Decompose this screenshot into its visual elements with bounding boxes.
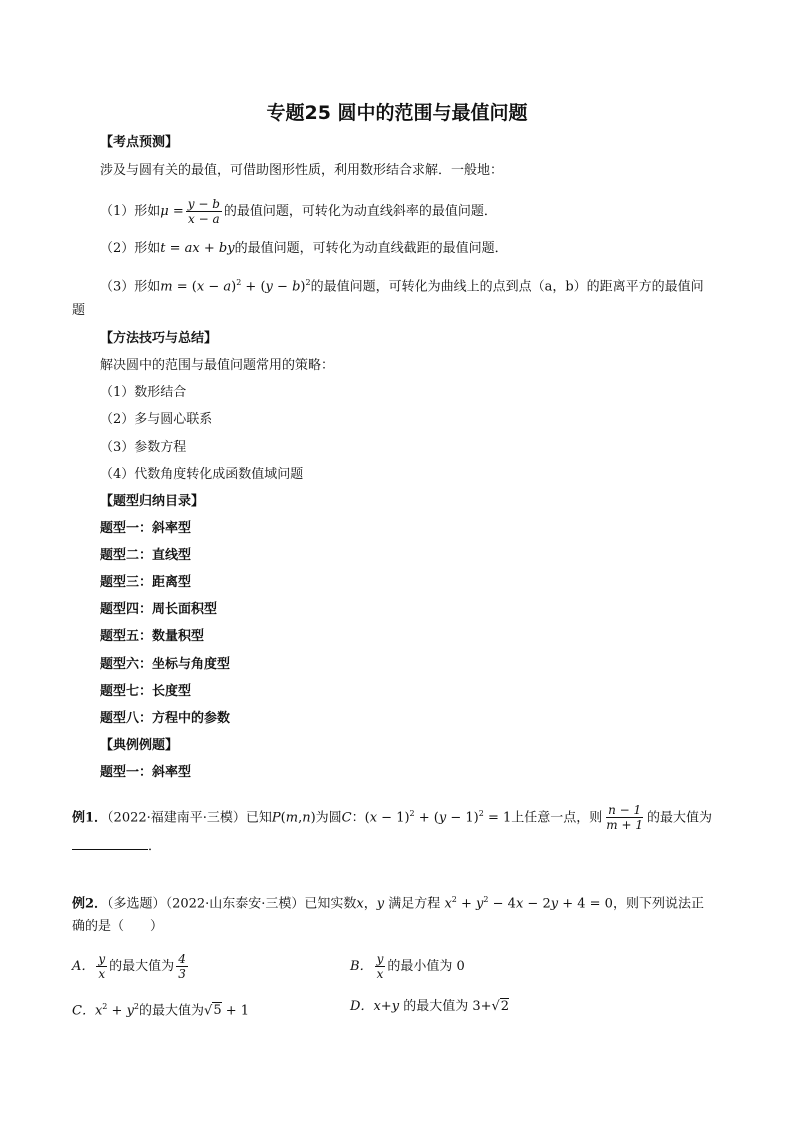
- mulu-item-3: 题型三：距离型: [100, 575, 192, 590]
- section-heading-dianli: 【典例例题】: [100, 738, 179, 753]
- example-1: 例1．（2022·福建南平·三模）已知P(m,n)为圆C：$(x - 1)^2 + (y - 1)^2 = 1$上任意一点，则 $\frac{n - 1}{m + 1}$ 的最大值为: [72, 803, 712, 833]
- question-type-1: 题型一：斜率型: [100, 765, 192, 780]
- mulu-item-6: 题型六：坐标与角度型: [100, 657, 231, 672]
- kaodian-intro: 涉及与圆有关的最值，可借助图形性质，利用数形结合求解．一般地：: [100, 163, 504, 178]
- fangfa-item-4: （4）代数角度转化成函数值域问题: [100, 467, 304, 482]
- section-heading-mulu: 【题型归纳目录】: [100, 494, 205, 509]
- example-1-answer-blank[interactable]: ．: [72, 838, 161, 856]
- kaodian-item-3-cont: 题: [72, 303, 86, 318]
- fangfa-item-2: （2）多与圆心联系: [100, 412, 213, 427]
- option-a[interactable]: A． $\frac{y}{x}$ 的最大值为 $\frac{4}{3}$: [72, 952, 186, 981]
- option-b[interactable]: B． $\frac{y}{x}$ 的最小值为 0: [350, 952, 465, 981]
- option-d[interactable]: D．x+y 的最大值为 3+√2: [350, 999, 510, 1014]
- kaodian-item-3: （3）形如$m = (x - a)^2 + (y - b)^2$的最值问题，可转化为曲线上的点到点（a，b）的距离平方的最值问: [100, 278, 704, 295]
- fangfa-intro: 解决圆中的范围与最值问题常用的策略：: [100, 358, 335, 373]
- kaodian-item-1: （1）形如μ = $\frac{y - b}{x - a}$ 的最值问题，可转化为动直线斜率的最值问题．: [100, 197, 497, 226]
- mulu-item-7: 题型七：长度型: [100, 684, 192, 699]
- section-heading-fangfa: 【方法技巧与总结】: [100, 331, 218, 346]
- section-heading-kaodian: 【考点预测】: [100, 135, 179, 150]
- page-title: 专题25 圆中的范围与最值问题: [266, 102, 528, 124]
- mulu-item-4: 题型四：周长面积型: [100, 602, 218, 617]
- mulu-item-2: 题型二：直线型: [100, 548, 192, 563]
- example-2: 例2．（多选题）（2022·山东泰安·三模）已知实数x，y 满足方程 $x^2 + y^2 - 4x - 2y + 4 = 0$，则下列说法正: [72, 895, 704, 912]
- fangfa-item-1: （1）数形结合: [100, 385, 187, 400]
- mulu-item-8: 题型八：方程中的参数: [100, 711, 231, 726]
- mulu-item-5: 题型五：数量积型: [100, 629, 205, 644]
- option-c[interactable]: C．$x^2 + y^2$的最大值为√5 + 1: [72, 1002, 250, 1019]
- example-2-cont: 确的是（ ）: [72, 919, 164, 934]
- fangfa-item-3: （3）参数方程: [100, 440, 187, 455]
- mulu-item-1: 题型一：斜率型: [100, 521, 192, 536]
- kaodian-item-2: （2）形如t = ax + by的最值问题，可转化为动直线截距的最值问题．: [100, 241, 508, 256]
